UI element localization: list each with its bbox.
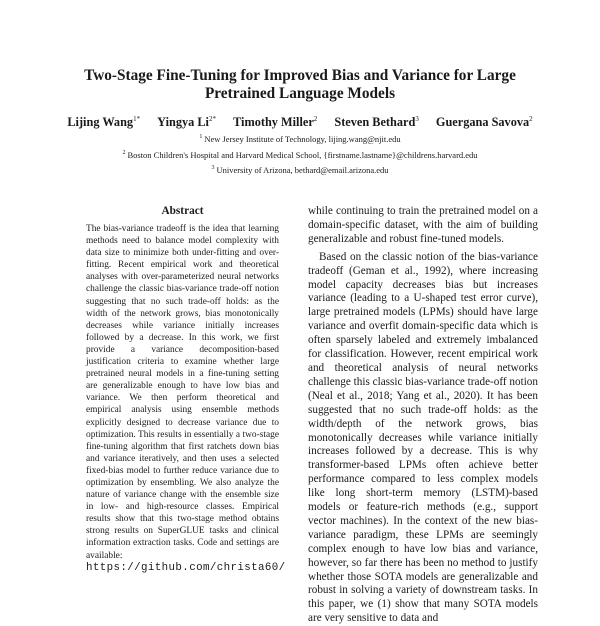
author-marker: 1* [133, 115, 141, 123]
body-paragraph-2: Based on the classic notion of the bias-variance tradeoff (Geman et al., 1992), where increasing model capacity decreases bias but increases variance (leading to a U-shaped test error curve), large pretrained models (LPMs) should have large variance and overfit domain-specific data which is often sparsely labeled and extremely imbalanced for classification. However, recent empirical work and theoretical analysis of neural networks challenge this classic bias-variance trade-off notion (Neal et al., 2018; Yang et al., 2020). It has been suggested that no such trade-off holds: as the width/depth of the network grows, bias monotonically decreases while variance initially increases followed by a decrease. This is why transformer-based LPMs often achieve better performance compared to less complex models like long short-term memory (LSTM)-based models or feature-rich methods (e.g., support vector machines). In the context of the new bias-variance paradigm, these LPMs are seemingly complex enough to have low bias and variance, however, so far there has been no method to justify whether those SOTA models are generalizable and robust in solving a variety of downstream tasks. In this paper, we (1) show that many SOTA models are very sensitive to data and [308, 250, 538, 625]
author-name: Lijing Wang [67, 115, 134, 129]
affiliation-3 [0, 165, 600, 175]
abstract-paragraph: The bias-variance tradeoff is the idea that learning methods need to balance model complexity with data size to minimize both under-fitting and over-fitting. Recent empirical work and theoretical analyses with over-parameterized neural networks challenge the classic bias-variance trade-off notion suggesting that no such trade-off holds: as the width of the network grows, bias monotonically decreases while variance initially increases followed by a decrease. In this work, we first provide a variance decomposition-based justification criteria to examine whether large pretrained neural models in a fine-tuning setting are generalizable enough to have low bias and variance. We then perform theoretical and empirical analysis using ensemble methods explicitly designed to decrease variance due to optimization. This results in essentially a two-stage fine-tuning algorithm that first ratchets down bias and variance iteratively, and then uses a selected fixed-bias model to further reduce variance due to optimization by ensembling. We also analyze the nature of variance change with the ensemble size in low- and high-resource classes. Empirical results show that this two-stage method obtains strong results on SuperGLUE tasks and clinical information extraction tasks. Code and settings are available: [86, 224, 279, 561]
author-marker: 2 [529, 115, 533, 123]
code-link[interactable]: https://github.com/christa60/ [86, 561, 286, 574]
abstract-heading: Abstract [161, 205, 204, 217]
author-marker: 2 [313, 115, 318, 123]
affiliation-1 [0, 134, 600, 144]
author-name: Steven Bethard [334, 115, 416, 129]
author-name: Timothy Miller [233, 115, 314, 129]
affiliation-number: 1 [199, 134, 203, 140]
paper-title-line-2: Pretrained Language Models [204, 85, 396, 102]
body-column [308, 205, 538, 626]
abstract-body [86, 223, 286, 574]
paper-title [0, 67, 600, 103]
author-4 [334, 115, 418, 129]
author-2 [157, 115, 216, 129]
author-1 [67, 115, 140, 129]
author-list [0, 115, 600, 130]
affiliation-text: New Jersey Institute of Technology, lijing.wang@njit.edu [204, 134, 401, 144]
affiliation-number: 3 [211, 165, 215, 171]
body-paragraph-1: while continuing to train the pretrained model on a domain-specific dataset, with the aim of building generalizable and robust fine-tuned models. [308, 205, 538, 245]
affiliation-2 [0, 150, 600, 160]
author-name: Yingya Li [157, 115, 209, 129]
author-marker: 2* [208, 115, 216, 123]
affiliation-number: 2 [122, 150, 126, 156]
author-marker: 3 [415, 115, 419, 123]
paper-title-line-1: Two-Stage Fine-Tuning for Improved Bias and Variance for Large [84, 67, 516, 84]
author-5 [436, 115, 533, 129]
affiliation-text: Boston Children's Hospital and Harvard Medical School, {firstname.lastname}@childrens.harvard.edu [127, 150, 478, 160]
author-name: Guergana Savova [435, 115, 530, 129]
affiliation-text: University of Arizona, bethard@email.arizona.edu [216, 165, 389, 175]
author-3 [233, 115, 317, 129]
